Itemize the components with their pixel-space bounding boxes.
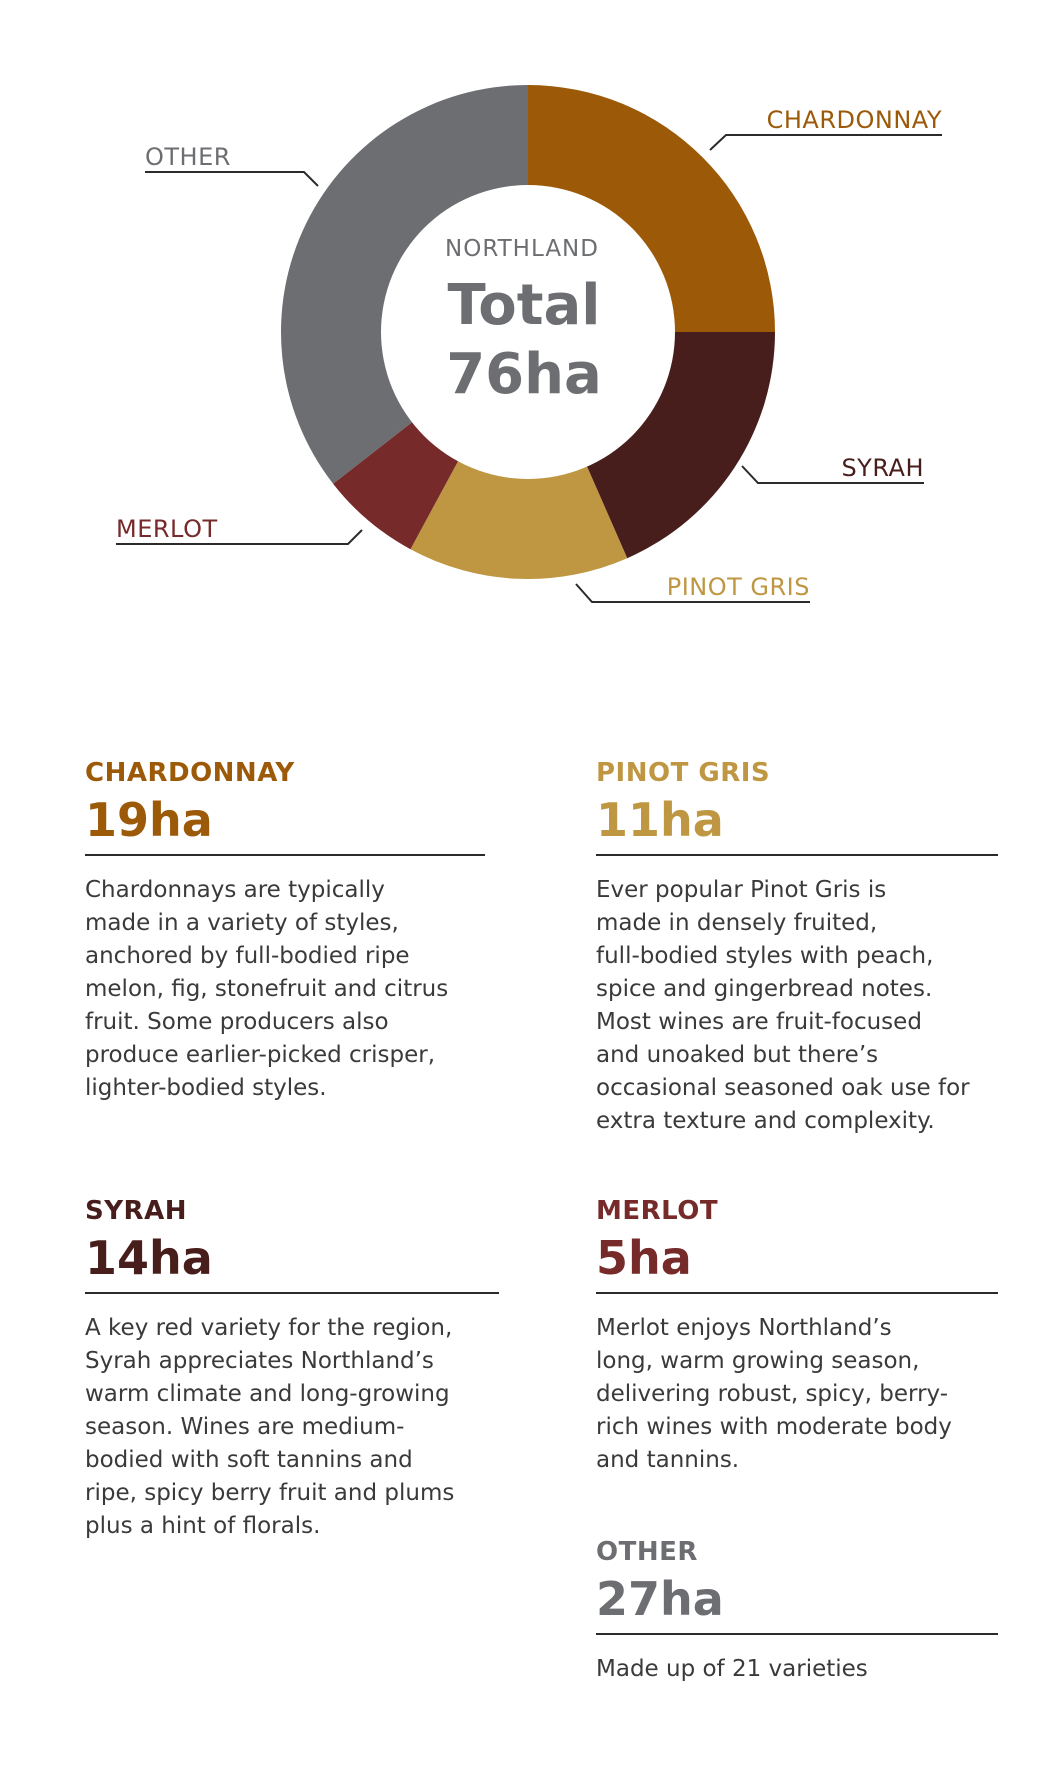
card-divider xyxy=(596,1633,998,1635)
card-divider xyxy=(596,1292,998,1294)
desc-line: produce earlier-picked crisper, xyxy=(85,1042,436,1068)
desc-line: season. Wines are medium- xyxy=(85,1414,405,1440)
leader-line-chardonnay xyxy=(710,135,942,150)
chart-total-value: 76ha xyxy=(446,342,602,407)
donut-chart xyxy=(0,0,1063,660)
slice-label-pinot-gris: PINOT GRIS xyxy=(666,573,810,601)
desc-line: made in a variety of styles, xyxy=(85,910,399,936)
card-pinot-gris xyxy=(596,758,998,1138)
desc-line: warm climate and long-growing xyxy=(85,1381,450,1407)
desc-line: occasional seasoned oak use for xyxy=(596,1075,970,1101)
card-name: SYRAH xyxy=(85,1196,187,1226)
desc-line: plus a hint of florals. xyxy=(85,1513,321,1539)
card-description xyxy=(596,874,998,1138)
card-value: 11ha xyxy=(596,793,724,847)
card-name: OTHER xyxy=(596,1537,698,1567)
card-merlot xyxy=(596,1196,998,1477)
card-description xyxy=(85,874,485,1105)
desc-line: and tannins. xyxy=(596,1447,740,1473)
card-divider xyxy=(85,854,485,856)
desc-line: ripe, spicy berry fruit and plums xyxy=(85,1480,455,1506)
desc-line: long, warm growing season, xyxy=(596,1348,920,1374)
desc-line: Merlot enjoys Northland’s xyxy=(596,1315,892,1341)
card-name: CHARDONNAY xyxy=(85,758,295,788)
card-syrah xyxy=(85,1196,499,1543)
card-value: 14ha xyxy=(85,1231,213,1285)
slice-label-other: OTHER xyxy=(145,143,231,171)
card-description xyxy=(85,1312,499,1543)
card-divider xyxy=(596,854,998,856)
card-value: 27ha xyxy=(596,1572,724,1626)
desc-line: Made up of 21 varieties xyxy=(596,1656,868,1682)
desc-line: and unoaked but there’s xyxy=(596,1042,879,1068)
slice-label-syrah: SYRAH xyxy=(841,454,924,482)
card-name: MERLOT xyxy=(596,1196,719,1226)
card-name: PINOT GRIS xyxy=(596,758,771,788)
card-value: 5ha xyxy=(596,1231,692,1285)
card-description xyxy=(596,1312,998,1477)
desc-line: anchored by full-bodied ripe xyxy=(85,943,410,969)
card-chardonnay xyxy=(85,758,485,1105)
desc-line: melon, fig, stonefruit and citrus xyxy=(85,976,449,1002)
desc-line: Most wines are fruit-focused xyxy=(596,1009,922,1035)
card-description xyxy=(596,1653,998,1686)
chart-region-label: NORTHLAND xyxy=(445,236,599,262)
desc-line: made in densely fruited, xyxy=(596,910,878,936)
card-other xyxy=(596,1537,998,1686)
slice-label-merlot: MERLOT xyxy=(116,515,218,543)
leader-line-other xyxy=(145,172,318,186)
desc-line: full-bodied styles with peach, xyxy=(596,943,934,969)
slice-label-chardonnay: CHARDONNAY xyxy=(766,106,942,134)
desc-line: Ever popular Pinot Gris is xyxy=(596,877,887,903)
desc-line: extra texture and complexity. xyxy=(596,1108,935,1134)
chart-total-label: Total xyxy=(447,273,601,338)
desc-line: lighter-bodied styles. xyxy=(85,1075,327,1101)
desc-line: Chardonnays are typically xyxy=(85,877,385,903)
desc-line: bodied with soft tannins and xyxy=(85,1447,413,1473)
card-value: 19ha xyxy=(85,793,213,847)
desc-line: spice and gingerbread notes. xyxy=(596,976,933,1002)
card-divider xyxy=(85,1292,499,1294)
desc-line: A key red variety for the region, xyxy=(85,1315,453,1341)
desc-line: Syrah appreciates Northland’s xyxy=(85,1348,434,1374)
desc-line: delivering robust, spicy, berry- xyxy=(596,1381,949,1407)
desc-line: fruit. Some producers also xyxy=(85,1009,389,1035)
desc-line: rich wines with moderate body xyxy=(596,1414,952,1440)
